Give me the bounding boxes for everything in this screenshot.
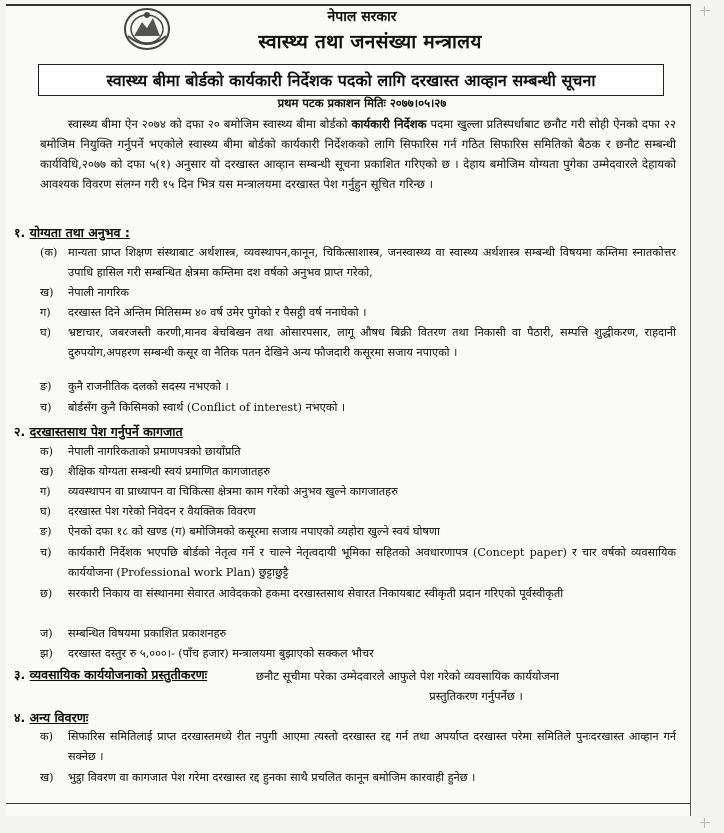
item-marker: ख) <box>40 771 54 784</box>
registration-mark-icon <box>700 6 710 16</box>
list-item <box>40 502 676 522</box>
item-text: भ्रष्टाचार, जबरजस्ती करणी,मानव बेचबिखन तथा ओसारपसार, लागू औषध बिक्री वितरण तथा निकासी वा पैठारी, सम्पत्ति शुद्धीकरण, राहदानी दुरुपयोग,अपहरण सम्बन्धी कसूर वा नैतिक पतन देखिने अन्य फौजदारी कसूरमा सजाय नपाएको । <box>68 326 676 359</box>
section-4-heading <box>14 709 88 726</box>
list-item <box>40 644 676 664</box>
registration-mark-icon <box>700 818 710 828</box>
list-item <box>40 462 676 482</box>
section-3-line-1: छनौट सूचीमा परेका उम्मेदवारले आफुले पेश गरेको व्यवसायिक कार्ययोजना <box>256 669 560 683</box>
government-label: नेपाल सरकार <box>327 9 397 25</box>
item-marker: च) <box>40 401 52 414</box>
item-text: दरखास्त दस्तुर रु ५,०००।- (पाँच हजार) मन्त्रालयमा बुझाएको सक्कल भौचर <box>68 647 374 660</box>
item-marker: ग) <box>40 306 51 319</box>
list-item <box>40 283 676 303</box>
item-text: शैक्षिक योग्यता सम्बन्धी स्वयं प्रमाणित कागजातहरु <box>68 465 271 478</box>
section-title: अन्य विवरणः <box>29 710 89 725</box>
list-item <box>40 768 676 788</box>
item-text: कार्यकारी निर्देशक भएपछि बोर्डको नेतृत्व गर्ने र चाल्ने नेतृत्वदायी भूमिका सहितको अवधारणापत्र (Concept paper) र चार वर्षको व्यवसायिक कार्ययोजना (Professional work Plan) छुट्टाछुट्टै <box>68 546 676 579</box>
item-text: सरकारी निकाय वा संस्थानमा सेवारत आवेदकको हकमा दरखास्तसाथ सेवारत निकायबाट स्वीकृती प्रदान गरिएको पूर्वस्वीकृती <box>68 587 564 600</box>
section-1-heading <box>14 224 130 241</box>
item-marker: झ) <box>40 647 53 660</box>
section-title: योग्यता तथा अनुभव : <box>29 225 130 240</box>
item-text: सम्बन्धित विषयमा प्रकाशित प्रकाशनहरु <box>68 627 227 640</box>
list-item <box>40 377 676 397</box>
section-number: ४. <box>14 710 26 725</box>
item-text: कुनै राजनीतिक दलको सदस्य नभएको । <box>68 380 229 393</box>
item-text: नेपाली नागरिकताको प्रमाणपत्रको छायाँप्रति <box>68 445 241 458</box>
item-text: सिफारिस समितिलाई प्राप्त दरखास्तमध्ये रीत नपुगी आएमा त्यस्तो दरखास्त रद्द गर्न तथा अपर्याप्त दरखास्त परेमा समितिले पुनःदरखास्त आव्हान गर्न सक्नेछ । <box>68 730 676 763</box>
section-3-line-2: प्रस्तुतिकरण गर्नुपर्नेछ । <box>429 689 523 703</box>
list-item <box>40 727 676 767</box>
item-text: व्यवस्थापन वा प्राध्यापन वा चिकित्सा क्षेत्रमा काम गरेको अनुभव खुल्ने कागजातहरु <box>68 485 398 498</box>
list-item <box>40 323 676 363</box>
item-marker: क) <box>40 730 53 743</box>
ministry-name: स्वास्थ्य तथा जनसंख्या मन्त्रालय <box>258 31 482 53</box>
list-item <box>40 584 676 604</box>
list-item <box>40 303 676 323</box>
item-marker: घ) <box>40 505 51 518</box>
section-number: ३. <box>14 667 26 682</box>
item-marker: घ) <box>40 326 51 339</box>
item-marker: ख) <box>40 465 54 478</box>
list-item <box>40 398 676 418</box>
item-text: बोर्डसँग कुनै किसिमको स्वार्थ (Conflict of interest) नभएको । <box>68 401 346 414</box>
list-item <box>40 624 676 644</box>
item-text: दरखास्त पेश गरेको निवेदन र वैयक्तिक विवरण <box>68 505 256 518</box>
list-item <box>40 482 676 502</box>
section-3-heading <box>14 666 207 683</box>
list-item <box>40 543 676 583</box>
bottom-rule <box>6 803 690 804</box>
item-marker: छ) <box>40 587 53 600</box>
intro-text-end: पदमा खुल्ला प्रतिस्पर्धाबाट छनौट गरी सोही ऐनको दफा २२ बमोजिम नियुक्ति गर्नुपर्ने भएकोले स्वास्थ्य बीमा बोर्डको कार्यकारी निर्देशकको लागि सिफारिस गर्न गठित सिफारिस समितिको बैठक र छनौट सम्बन्धी कार्यविधि,२०७७ को दफा ५(१) अनुसार यो दरखास्त आव्हान सम्बन्धी सूचना प्रकाशित गरिएको छ । देहाय बमोजिम योग्यता पुगेका उम्मेदवारले देहायको आवश्यक विवरण संलग्न गरी १५ दिन भित्र यस मन्त्रालयमा दरखास्त पेश गर्नुहुन सूचित गरिन्छ । <box>40 117 676 191</box>
item-text: नेपाली नागरिक <box>68 286 129 299</box>
item-text: भुट्ठा विवरण वा कागजात पेश गरेमा दरखास्त रद्द हुनका साथै प्रचलित कानून बमोजिम कारवाही हुनेछ । <box>68 771 476 784</box>
item-marker: ग) <box>40 485 51 498</box>
intro-text-start: स्वास्थ्य बीमा ऐन २०७४ को दफा २० बमोजिम स्वास्थ्य बीमा बोर्डको <box>68 117 352 131</box>
list-item <box>40 243 676 283</box>
section-3-body <box>256 666 676 706</box>
publication-date: प्रथम पटक प्रकाशन मितिः २०७७।०५।२७ <box>277 96 447 110</box>
section-title: दरखास्तसाथ पेश गर्नुपर्ने कागजात <box>29 424 183 439</box>
section-title: व्यवसायिक कार्ययोजनाको प्रस्तुतीकरणः <box>29 667 208 682</box>
item-marker: ङ) <box>40 525 52 538</box>
item-marker: (क) <box>40 246 58 259</box>
item-text: दरखास्त दिने अन्तिम मितिसम्म ४० वर्ष उमेर पुगेको र पैसट्ठी वर्ष ननाघेको । <box>68 306 367 319</box>
item-marker: ख) <box>40 286 54 299</box>
intro-bold-post: कार्यकारी निर्देशक <box>351 117 427 131</box>
item-marker: क) <box>40 445 53 458</box>
list-item <box>40 442 676 462</box>
section-2-heading <box>14 423 183 440</box>
section-number: २. <box>14 424 26 439</box>
item-text: मान्यता प्राप्त शिक्षण संस्थाबाट अर्थशास्त्र, व्यवस्थापन,कानून, चिकित्साशास्त्र, जनस्वास्थ्य वा स्वास्थ्य अर्थशास्त्र सम्बन्धी विषयमा कम्तिमा स्नातकोत्तर उपाधि हासिल गरी सम्बन्धित क्षेत्रमा कम्तिमा दश वर्षको अनुभव प्राप्त गरेको, <box>68 246 676 279</box>
notice-title: स्वास्थ्य बीमा बोर्डको कार्यकारी निर्देशक पदको लागि दरखास्त आव्हान सम्बन्धी सूचना <box>38 64 664 96</box>
item-marker: च) <box>40 546 52 559</box>
item-marker: ज) <box>40 627 53 640</box>
section-number: १. <box>14 225 26 240</box>
intro-paragraph <box>40 114 676 194</box>
item-marker: ङ) <box>40 380 52 393</box>
item-text: ऐनको दफा १८ को खण्ड (ग) बमोजिमको कसूरमा सजाय नपाएको व्यहोरा खुल्ने स्वयं घोषणा <box>68 525 440 538</box>
list-item <box>40 522 676 542</box>
